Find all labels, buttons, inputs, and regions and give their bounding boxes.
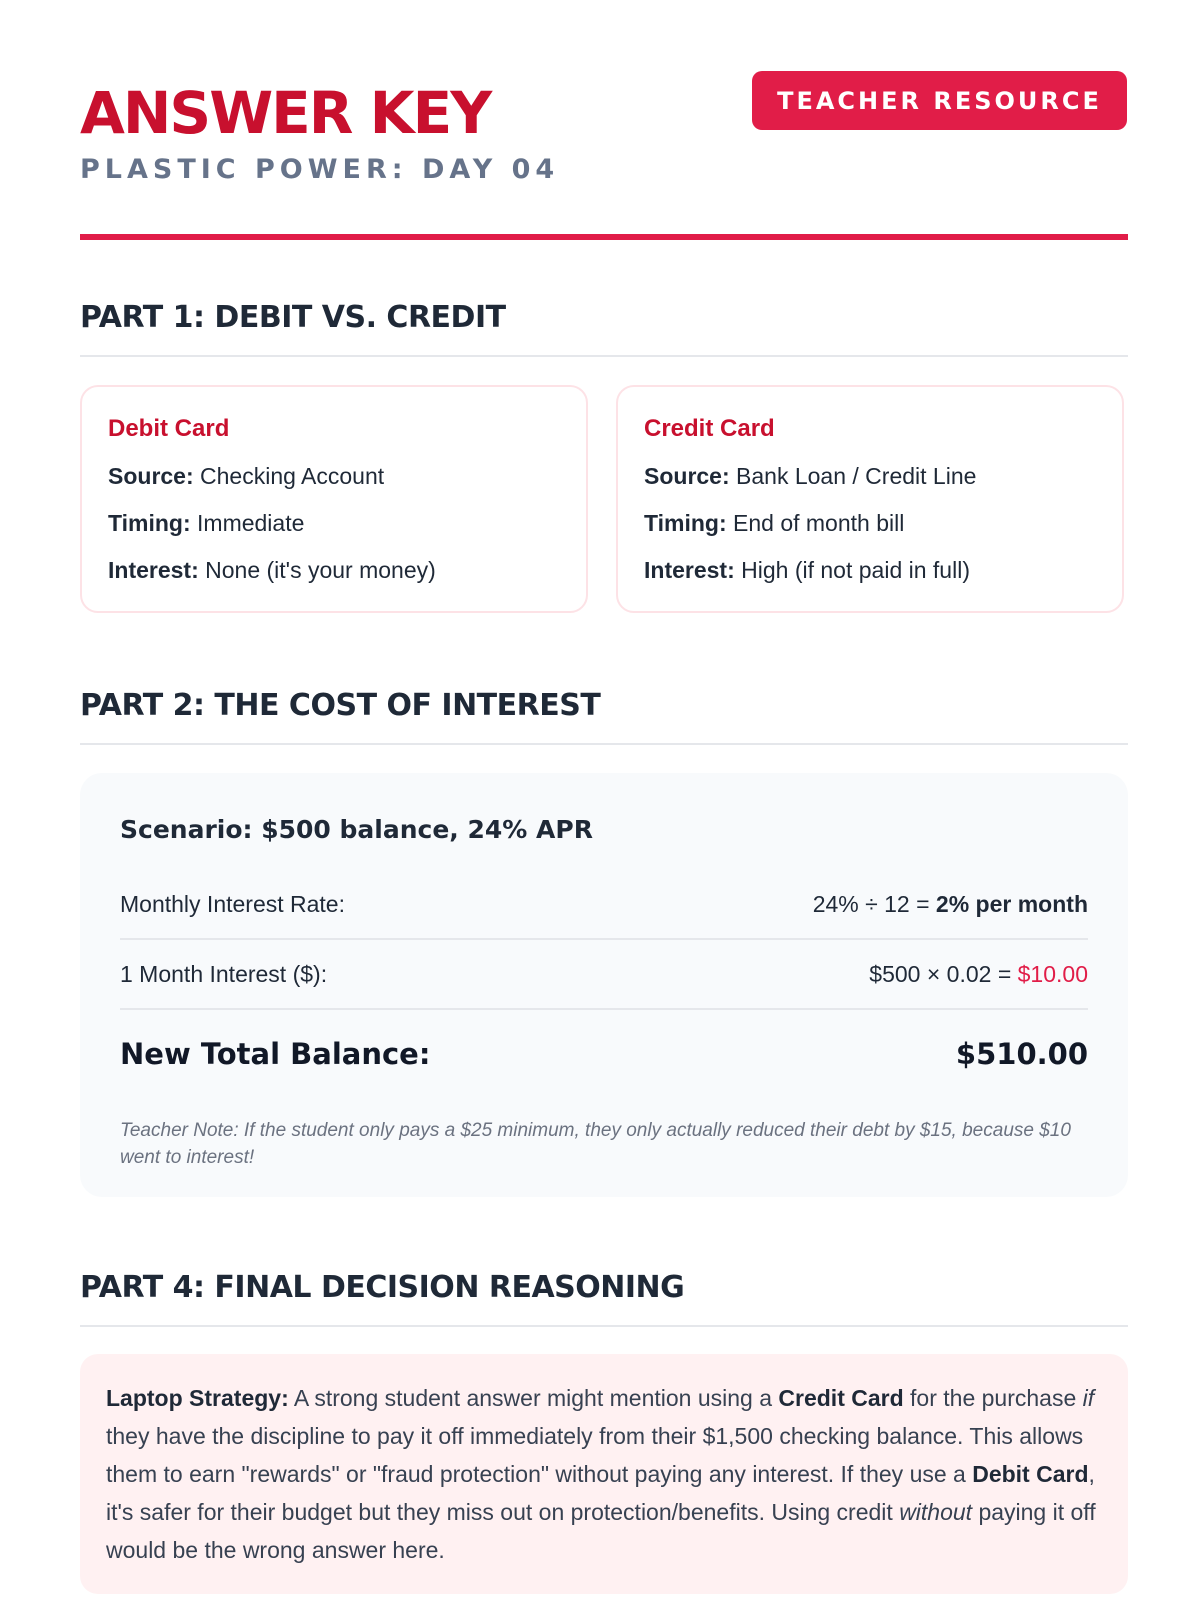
interest-calculation-panel bbox=[80, 773, 1128, 1197]
debit-card-heading: Debit Card bbox=[108, 415, 230, 442]
debit-card-box bbox=[80, 385, 588, 613]
debit-timing-value: Immediate bbox=[197, 510, 305, 536]
monthly-rate-result: 2% per month bbox=[935, 890, 1088, 917]
scenario-text: Scenario: $500 balance, 24% APR bbox=[120, 815, 593, 844]
credit-interest-label: Interest: bbox=[644, 557, 735, 583]
month-interest-calc: $500 × 0.02 = bbox=[869, 960, 1012, 987]
reason-if: if bbox=[1082, 1385, 1095, 1411]
monthly-rate-value bbox=[813, 891, 1088, 918]
page-title: ANSWER KEY bbox=[80, 79, 491, 147]
debit-source bbox=[108, 463, 560, 490]
reason-text-1: A strong student answer might mention using a bbox=[288, 1385, 779, 1411]
teacher-resource-badge: TEACHER RESOURCE bbox=[752, 71, 1127, 130]
credit-source-label: Source: bbox=[644, 463, 730, 489]
page-subtitle: PLASTIC POWER: DAY 04 bbox=[80, 154, 560, 185]
debit-interest-label: Interest: bbox=[108, 557, 199, 583]
laptop-strategy-label: Laptop Strategy: bbox=[106, 1385, 289, 1411]
reason-text-5: paying it off would be the wrong answer here. bbox=[106, 1498, 1096, 1563]
debit-timing-label: Timing: bbox=[108, 510, 191, 536]
part2-heading: PART 2: THE COST OF INTEREST bbox=[80, 688, 1128, 745]
teacher-note: Teacher Note: If the student only pays a $25 minimum, they only actually reduced their debt by $15, because $10 went to interest! bbox=[120, 1120, 1071, 1168]
debit-interest-value: None (it's your money) bbox=[205, 557, 436, 583]
reason-text-2: for the purchase bbox=[903, 1385, 1083, 1411]
debit-source-label: Source: bbox=[108, 463, 194, 489]
part1-heading: PART 1: DEBIT VS. CREDIT bbox=[80, 300, 1128, 357]
final-decision-reasoning-box bbox=[80, 1354, 1128, 1594]
reason-text-3: they have the discipline to pay it off immediately from their $1,500 checking balance. This allows them to earn "rewards" or "fraud protection" without paying any interest. If they use a bbox=[106, 1422, 1084, 1487]
debit-interest bbox=[108, 557, 560, 584]
month-interest-result: $10.00 bbox=[1017, 960, 1088, 987]
month-interest-value bbox=[869, 961, 1088, 988]
header-divider bbox=[80, 234, 1128, 240]
month-interest-label: 1 Month Interest ($): bbox=[120, 960, 328, 987]
new-total-label: New Total Balance: bbox=[120, 1037, 431, 1071]
monthly-rate-row bbox=[120, 870, 1088, 940]
monthly-rate-calc: 24% ÷ 12 = bbox=[812, 890, 930, 917]
reason-credit-card: Credit Card bbox=[778, 1385, 904, 1411]
reason-debit-card: Debit Card bbox=[972, 1460, 1089, 1487]
reason-text-4: , it's safer for their budget but they miss out on protection/benefits. Using credit bbox=[106, 1460, 1095, 1525]
reason-without: without bbox=[899, 1498, 973, 1525]
monthly-rate-label: Monthly Interest Rate: bbox=[120, 890, 345, 917]
credit-source-value: Bank Loan / Credit Line bbox=[736, 463, 977, 489]
credit-card-box bbox=[616, 385, 1124, 613]
credit-timing bbox=[644, 510, 1096, 537]
credit-source bbox=[644, 463, 1096, 490]
debit-timing bbox=[108, 510, 560, 537]
debit-source-value: Checking Account bbox=[200, 463, 385, 489]
part4-heading: PART 4: FINAL DECISION REASONING bbox=[80, 1270, 1128, 1327]
credit-interest bbox=[644, 557, 1096, 584]
credit-timing-value: End of month bill bbox=[733, 510, 905, 536]
new-total-row bbox=[120, 1010, 1088, 1098]
credit-interest-value: High (if not paid in full) bbox=[741, 557, 970, 583]
month-interest-row bbox=[120, 940, 1088, 1010]
credit-timing-label: Timing: bbox=[644, 510, 727, 536]
credit-card-heading: Credit Card bbox=[644, 415, 775, 442]
new-total-value: $510.00 bbox=[955, 1037, 1088, 1071]
